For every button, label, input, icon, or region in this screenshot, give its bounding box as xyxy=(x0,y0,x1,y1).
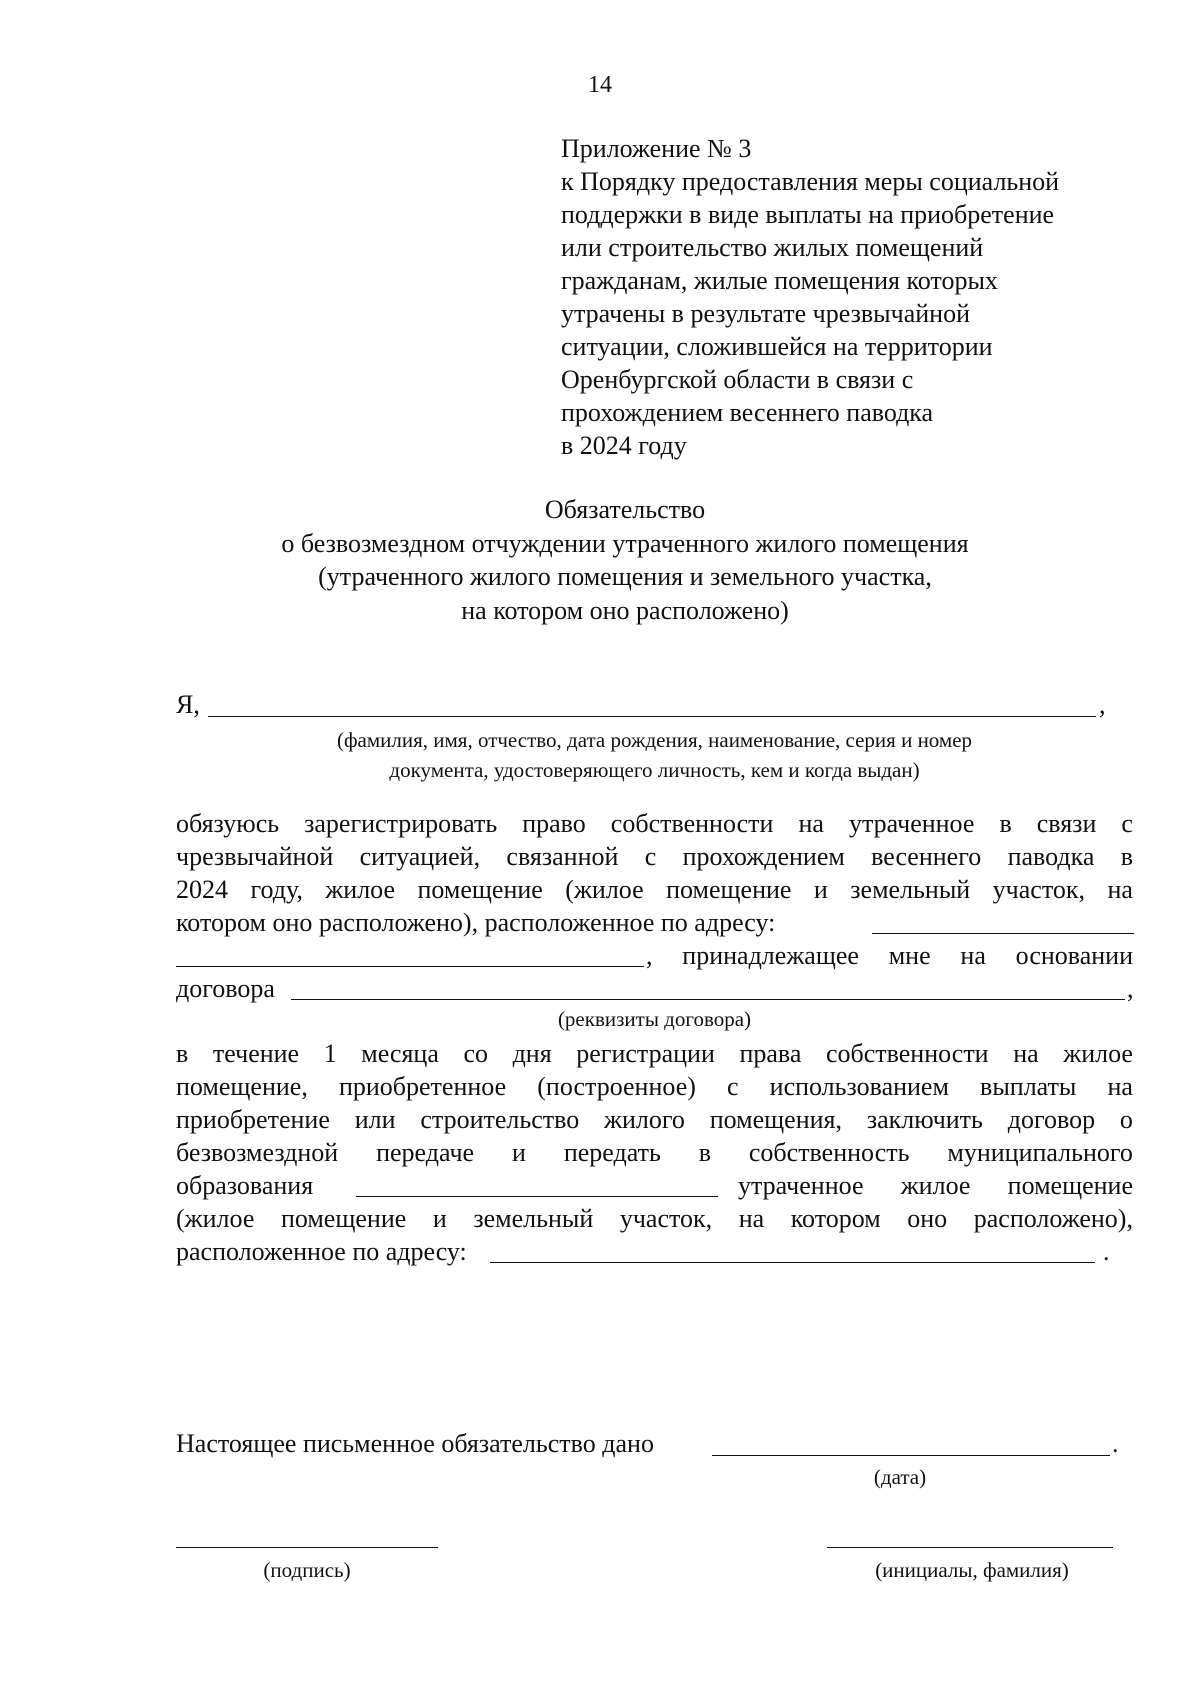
word: приобретение xyxy=(176,1105,330,1134)
word: собственности xyxy=(610,809,774,838)
appendix-line: ситуации, сложившейся на территории xyxy=(561,332,993,361)
word: и xyxy=(512,1138,526,1167)
word: паводка xyxy=(1007,842,1095,871)
word: зарегистрировать xyxy=(304,809,498,838)
name-caption: (инициалы, фамилия) xyxy=(875,1558,1069,1582)
page-number: 14 xyxy=(588,72,612,98)
word: в xyxy=(698,1138,711,1167)
word: безвозмездной xyxy=(176,1138,339,1167)
body-line xyxy=(176,842,1133,872)
address-field[interactable] xyxy=(872,933,1134,934)
body-line-end: . xyxy=(1103,1237,1110,1266)
word: муниципального xyxy=(947,1138,1133,1167)
word: права xyxy=(739,1039,802,1068)
body-line: , принадлежащее мне на основании xyxy=(646,941,1133,970)
body-line xyxy=(176,1072,1133,1102)
contract-suffix: , xyxy=(1127,974,1134,1003)
word: расположено), xyxy=(973,1204,1133,1233)
appendix-header xyxy=(561,132,1121,462)
word: помещение xyxy=(280,1204,407,1233)
word: жилое xyxy=(325,875,396,904)
word: оно xyxy=(907,1204,948,1233)
applicant-caption xyxy=(176,725,1133,785)
municipality-label: образования xyxy=(176,1171,314,1200)
word: весеннего xyxy=(871,842,982,871)
word: договор xyxy=(1007,1105,1096,1134)
municipality-suffix: утраченное жилое помещение xyxy=(738,1171,1133,1200)
appendix-line: утрачены в результате чрезвычайной xyxy=(561,299,970,328)
word: собственности xyxy=(825,1039,989,1068)
word: утраченное xyxy=(848,809,975,838)
word: с xyxy=(727,1072,739,1101)
word: с xyxy=(1121,809,1133,838)
word: и xyxy=(432,1204,447,1233)
word: земельный xyxy=(850,875,971,904)
title-line: о безвозмездном отчуждении утраченного жилого помещения xyxy=(281,528,969,558)
word: участок, xyxy=(992,875,1085,904)
signature-field[interactable] xyxy=(176,1547,438,1548)
word: году, xyxy=(250,875,303,904)
word: и xyxy=(813,875,828,904)
word: на xyxy=(798,809,824,838)
word: течение xyxy=(212,1039,300,1068)
word: на xyxy=(1107,875,1133,904)
body-line xyxy=(176,1039,1133,1069)
word: помещение, xyxy=(176,1072,308,1101)
word: чрезвычайной xyxy=(176,842,334,871)
appendix-line: поддержки в виде выплаты на приобретение xyxy=(561,200,1055,229)
signature-caption: (подпись) xyxy=(263,1558,351,1582)
word: приобретенное xyxy=(338,1072,507,1101)
appendix-line: в 2024 году xyxy=(561,431,687,460)
word: связи xyxy=(1036,809,1097,838)
word: о xyxy=(1119,1105,1133,1134)
word: котором xyxy=(790,1204,881,1233)
body-line xyxy=(176,1204,1133,1234)
applicant-caption-line: (фамилия, имя, отчество, дата рождения, наименование, серия и номер xyxy=(336,728,973,752)
municipality-field[interactable] xyxy=(356,1196,718,1197)
word: или xyxy=(354,1105,396,1134)
word: выплаты xyxy=(980,1072,1077,1101)
word: (построенное) xyxy=(537,1072,696,1101)
address-field-continued[interactable] xyxy=(176,966,644,967)
word: прохождением xyxy=(682,842,845,871)
body-line: расположенное по адресу: xyxy=(176,1237,467,1266)
word: строительство xyxy=(420,1105,580,1134)
body-line xyxy=(176,875,1133,905)
body-line xyxy=(176,1105,1133,1135)
title-line: (утраченного жилого помещения и земельного участка, xyxy=(318,562,932,591)
word: помещение xyxy=(417,875,543,904)
appendix-line: Оренбургской области в связи с xyxy=(561,365,914,394)
word: использованием xyxy=(769,1072,949,1101)
word: помещения, xyxy=(709,1105,843,1134)
word: собственность xyxy=(748,1138,910,1167)
title-line: Обязательство xyxy=(544,495,706,524)
body-line xyxy=(176,809,1133,839)
contract-caption: (реквизиты договора) xyxy=(557,1007,752,1031)
word: дня xyxy=(512,1039,552,1068)
appendix-line: гражданам, жилые помещения которых xyxy=(561,266,998,295)
date-field[interactable] xyxy=(712,1455,1110,1456)
applicant-prefix: Я, xyxy=(176,690,200,719)
word: заключить xyxy=(866,1105,983,1134)
word: с xyxy=(644,842,657,871)
word: со xyxy=(463,1039,488,1068)
word: 2024 xyxy=(176,875,228,904)
word: в xyxy=(1120,842,1133,871)
word: (жилое xyxy=(176,1204,255,1233)
word: в xyxy=(999,809,1012,838)
body-line: котором оно расположено), расположенное по адресу: xyxy=(176,908,776,937)
word: на xyxy=(738,1204,765,1233)
document-title xyxy=(200,493,1050,627)
applicant-caption-line: документа, удостоверяющего личность, кем и когда выдан) xyxy=(389,758,920,782)
contract-label: договора xyxy=(176,974,275,1003)
appendix-line: или строительство жилых помещений xyxy=(561,233,984,262)
body-line xyxy=(176,1138,1133,1168)
closing-statement: Настоящее письменное обязательство дано xyxy=(176,1429,654,1458)
word: ситуацией, xyxy=(359,842,481,871)
word: регистрации xyxy=(576,1039,715,1068)
word: месяца xyxy=(361,1039,439,1068)
word: обязуюсь xyxy=(176,809,280,838)
word: передать xyxy=(563,1138,661,1167)
applicant-name-field[interactable] xyxy=(208,716,1096,717)
word: право xyxy=(522,809,586,838)
word: передаче xyxy=(376,1138,475,1167)
word: на xyxy=(1013,1039,1039,1068)
word: земельный xyxy=(473,1204,594,1233)
applicant-suffix: , xyxy=(1099,690,1106,719)
word: связанной xyxy=(506,842,619,871)
word: на xyxy=(1107,1072,1133,1101)
word: участок, xyxy=(619,1204,713,1233)
closing-suffix: . xyxy=(1112,1429,1119,1458)
title-line: на котором оно расположено) xyxy=(461,595,789,625)
appendix-line: прохождением весеннего паводка xyxy=(561,398,934,427)
word: в xyxy=(176,1039,189,1068)
word: жилого xyxy=(604,1105,685,1134)
contract-details-field[interactable] xyxy=(291,999,1125,1000)
word: 1 xyxy=(323,1039,337,1068)
lost-property-address-field[interactable] xyxy=(490,1262,1095,1263)
word: (жилое xyxy=(565,875,644,904)
word: помещение xyxy=(666,875,792,904)
appendix-line: Приложение № 3 xyxy=(561,134,752,163)
date-caption: (дата) xyxy=(873,1465,927,1489)
appendix-line: к Порядку предоставления меры социальной xyxy=(561,167,1060,196)
word: жилое xyxy=(1063,1039,1133,1068)
name-field[interactable] xyxy=(827,1547,1113,1548)
